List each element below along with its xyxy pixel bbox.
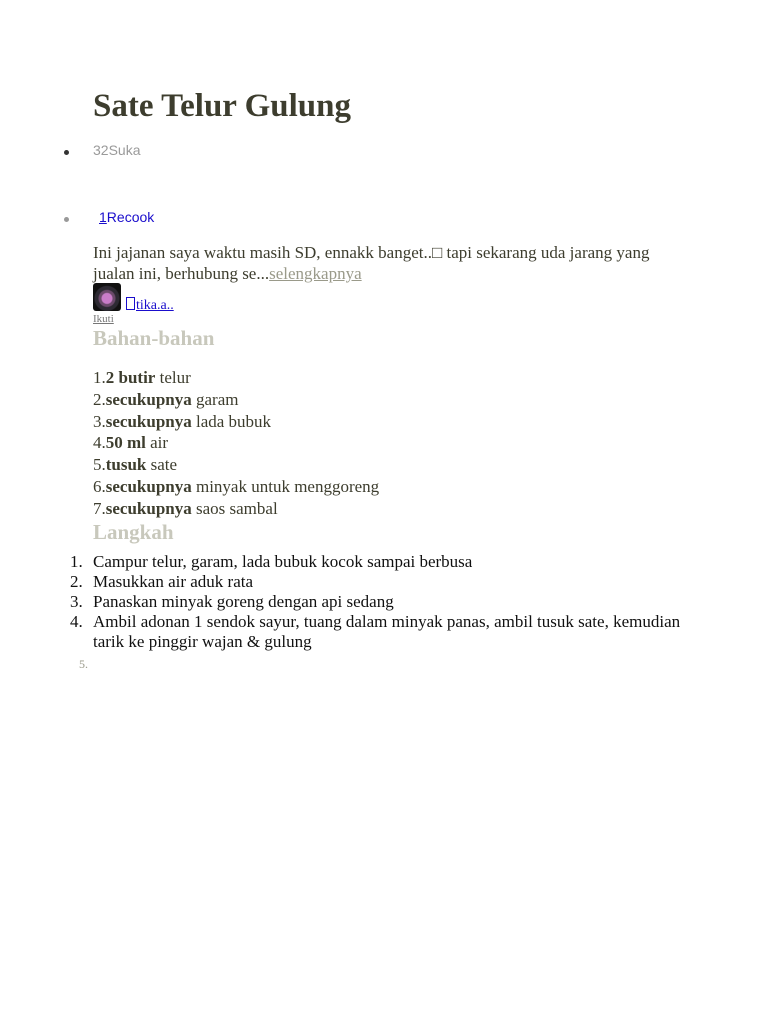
ingredient-item xyxy=(93,389,379,411)
step-number: 3. xyxy=(70,592,83,611)
step-number: 1. xyxy=(70,552,83,571)
ingredient-quantity: secukupnya xyxy=(105,476,192,496)
ingredient-quantity: tusuk xyxy=(105,455,147,475)
step-text: Ambil adonan 1 sendok sayur, tuang dalam minyak panas, ambil tusuk sate, kemudian tarik ke pinggir wajan & gulung xyxy=(93,612,681,651)
ingredient-quantity: 2 butir xyxy=(105,368,156,387)
step-number: 5. xyxy=(79,657,88,671)
ingredient-item xyxy=(93,454,379,476)
ingredient-number: 3. xyxy=(93,411,106,431)
step-text: Masukkan air aduk rata xyxy=(93,572,254,591)
recipe-description xyxy=(93,242,693,284)
ingredient-number: 2. xyxy=(93,389,106,409)
ingredient-quantity: secukupnya xyxy=(105,411,192,431)
recook-label: Recook xyxy=(106,209,155,225)
ingredients-heading: Bahan-bahan xyxy=(93,326,215,350)
recook-bullet xyxy=(64,217,69,222)
step-item xyxy=(60,552,693,572)
steps-list xyxy=(60,552,693,671)
ingredient-item xyxy=(93,476,379,498)
ingredient-item xyxy=(93,411,379,433)
step-number: 2. xyxy=(70,572,83,591)
ingredient-name: garam xyxy=(191,389,239,409)
ingredient-number: 1. xyxy=(93,368,106,387)
ingredient-number: 6. xyxy=(93,476,106,496)
like-count[interactable]: 32Suka xyxy=(93,142,141,158)
author-name: tika.a.. xyxy=(136,298,174,313)
step-item xyxy=(60,592,693,612)
ingredient-name: saos sambal xyxy=(191,498,278,518)
ingredient-name: minyak untuk menggoreng xyxy=(191,476,380,496)
ingredient-name: lada bubuk xyxy=(191,411,272,431)
ingredient-item xyxy=(93,498,379,520)
ingredient-name: sate xyxy=(146,455,178,475)
author-avatar[interactable] xyxy=(93,283,121,311)
ingredient-name: telur xyxy=(155,368,191,387)
likes-bullet xyxy=(64,150,69,155)
author-link[interactable] xyxy=(124,297,174,314)
missing-glyph-icon xyxy=(126,297,135,310)
step-text: Campur telur, garam, lada bubuk kocok sampai berbusa xyxy=(93,552,473,571)
ingredient-item xyxy=(93,432,379,454)
ingredient-name: air xyxy=(145,433,169,453)
steps-heading: Langkah xyxy=(93,520,174,544)
recipe-title: Sate Telur Gulung xyxy=(93,88,351,124)
ingredient-number: 7. xyxy=(93,498,106,518)
recook-link[interactable] xyxy=(93,209,154,226)
read-more-link[interactable]: selengkapnya xyxy=(269,264,362,283)
ingredients-list xyxy=(93,367,379,520)
follow-link[interactable]: Ikuti xyxy=(93,313,114,325)
step-item xyxy=(60,572,693,592)
ingredient-quantity: secukupnya xyxy=(105,389,192,409)
ingredient-item xyxy=(93,367,379,389)
step-number: 4. xyxy=(70,612,83,631)
recook-count: 1 xyxy=(99,209,107,225)
ingredient-number: 4. xyxy=(93,433,106,453)
ingredient-quantity: secukupnya xyxy=(105,498,192,518)
ingredient-quantity: 50 ml xyxy=(105,433,146,453)
step-text: Panaskan minyak goreng dengan api sedang xyxy=(93,592,394,611)
description-text: Ini jajanan saya waktu masih SD, ennakk banget..□ tapi sekarang uda jarang yang jualan ini, berhubung se... xyxy=(93,243,650,283)
step-item xyxy=(60,612,693,652)
ingredient-number: 5. xyxy=(93,455,106,475)
